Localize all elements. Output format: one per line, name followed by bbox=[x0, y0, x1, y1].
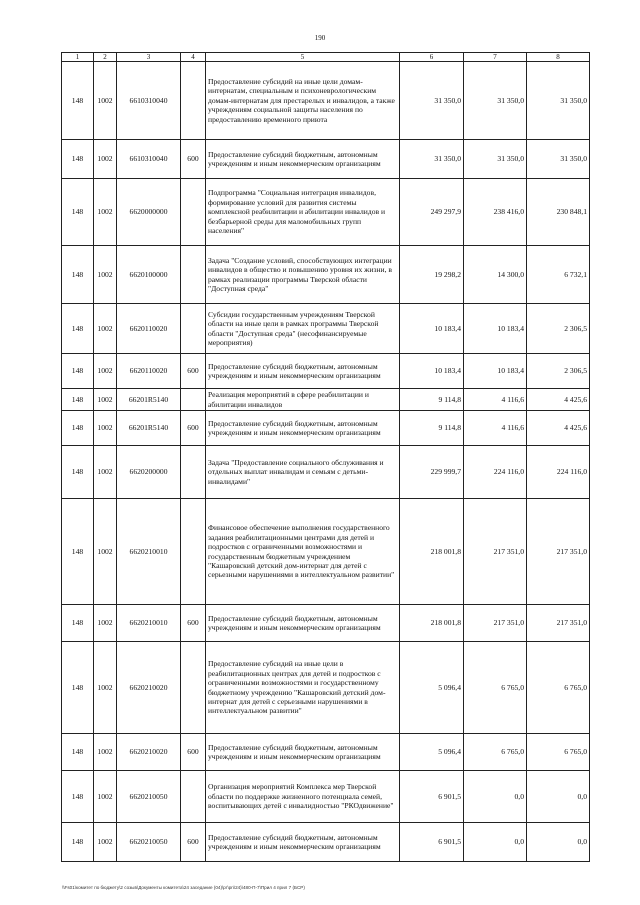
cell-value-2: 31 350,0 bbox=[464, 140, 527, 179]
cell-expense-type bbox=[181, 304, 206, 354]
cell-name: Предоставление субсидий бюджетным, автономным учреждениям и иным некоммерческим организациям bbox=[206, 411, 400, 446]
cell-value-1: 229 999,7 bbox=[400, 446, 464, 499]
cell-value-3: 6 765,0 bbox=[527, 734, 590, 771]
cell-expense-type: 600 bbox=[181, 354, 206, 389]
cell-expense-type bbox=[181, 62, 206, 140]
cell-target-code: 6620200000 bbox=[117, 446, 181, 499]
cell-expense-type bbox=[181, 771, 206, 823]
cell-section-code: 1002 bbox=[94, 823, 117, 862]
cell-value-3: 4 425,6 bbox=[527, 411, 590, 446]
cell-target-code: 6620110020 bbox=[117, 354, 181, 389]
cell-admin-code: 148 bbox=[62, 140, 94, 179]
table-row bbox=[62, 246, 590, 304]
cell-target-code: 6620210010 bbox=[117, 499, 181, 605]
page-number: 190 bbox=[314, 34, 326, 42]
column-header: 1 bbox=[62, 53, 94, 62]
column-header: 7 bbox=[464, 53, 527, 62]
cell-target-code: 6620000000 bbox=[117, 179, 181, 246]
cell-target-code: 6620210050 bbox=[117, 823, 181, 862]
cell-admin-code: 148 bbox=[62, 179, 94, 246]
cell-target-code: 6610310040 bbox=[117, 140, 181, 179]
cell-section-code: 1002 bbox=[94, 642, 117, 734]
cell-expense-type bbox=[181, 246, 206, 304]
column-header: 8 bbox=[527, 53, 590, 62]
table-row bbox=[62, 140, 590, 179]
cell-value-1: 5 096,4 bbox=[400, 734, 464, 771]
cell-section-code: 1002 bbox=[94, 499, 117, 605]
cell-admin-code: 148 bbox=[62, 642, 94, 734]
cell-value-3: 4 425,6 bbox=[527, 389, 590, 411]
cell-value-2: 0,0 bbox=[464, 823, 527, 862]
cell-value-2: 217 351,0 bbox=[464, 499, 527, 605]
cell-value-1: 6 901,5 bbox=[400, 823, 464, 862]
cell-section-code: 1002 bbox=[94, 304, 117, 354]
table-row bbox=[62, 605, 590, 642]
cell-name: Предоставление субсидий на иные цели домам-интернатам, специальным и психоневрологическим домам-интернатам для престарелых и инвалидов, а также учреждениям социальной защиты населения по предоставлению временного приюта bbox=[206, 62, 400, 140]
cell-value-1: 9 114,8 bbox=[400, 411, 464, 446]
table-row bbox=[62, 304, 590, 354]
cell-value-1: 6 901,5 bbox=[400, 771, 464, 823]
cell-expense-type: 600 bbox=[181, 411, 206, 446]
cell-section-code: 1002 bbox=[94, 179, 117, 246]
cell-value-2: 0,0 bbox=[464, 771, 527, 823]
cell-name: Подпрограмма "Социальная интеграция инвалидов, формирование условий для развития системы комплексной реабилитации и абилитации инвалидов и безбарьерной среды для маломобильных групп населения" bbox=[206, 179, 400, 246]
cell-target-code: 6620210020 bbox=[117, 642, 181, 734]
cell-target-code: 6610310040 bbox=[117, 62, 181, 140]
cell-value-1: 10 183,4 bbox=[400, 304, 464, 354]
cell-value-2: 10 183,4 bbox=[464, 304, 527, 354]
column-header: 6 bbox=[400, 53, 464, 62]
footer-file-path: \\Fs01\комитет по бюджету\2 созыв\Документы комитета\24 заседание (04)\рг\рп\24)\480-П-7\Прил 4 прил 7 (БСР) bbox=[62, 885, 305, 890]
cell-value-2: 217 351,0 bbox=[464, 605, 527, 642]
cell-admin-code: 148 bbox=[62, 734, 94, 771]
cell-expense-type: 600 bbox=[181, 140, 206, 179]
cell-admin-code: 148 bbox=[62, 446, 94, 499]
cell-expense-type: 600 bbox=[181, 605, 206, 642]
cell-section-code: 1002 bbox=[94, 354, 117, 389]
cell-value-2: 14 300,0 bbox=[464, 246, 527, 304]
column-header: 2 bbox=[94, 53, 117, 62]
column-header: 3 bbox=[117, 53, 181, 62]
header-row bbox=[62, 53, 590, 62]
budget-table bbox=[61, 52, 590, 862]
cell-value-1: 218 001,8 bbox=[400, 605, 464, 642]
cell-expense-type: 600 bbox=[181, 734, 206, 771]
cell-value-3: 0,0 bbox=[527, 771, 590, 823]
table-row bbox=[62, 389, 590, 411]
cell-value-3: 217 351,0 bbox=[527, 499, 590, 605]
cell-value-3: 217 351,0 bbox=[527, 605, 590, 642]
cell-admin-code: 148 bbox=[62, 246, 94, 304]
cell-value-2: 6 765,0 bbox=[464, 734, 527, 771]
cell-section-code: 1002 bbox=[94, 62, 117, 140]
cell-name: Предоставление субсидий бюджетным, автономным учреждениям и иным некоммерческим организациям bbox=[206, 354, 400, 389]
cell-value-3: 6 765,0 bbox=[527, 642, 590, 734]
cell-target-code: 66201R5140 bbox=[117, 411, 181, 446]
cell-expense-type bbox=[181, 179, 206, 246]
cell-name: Предоставление субсидий бюджетным, автономным учреждениям и иным некоммерческим организациям bbox=[206, 605, 400, 642]
table-row bbox=[62, 446, 590, 499]
cell-value-3: 2 306,5 bbox=[527, 304, 590, 354]
cell-target-code: 6620210020 bbox=[117, 734, 181, 771]
cell-name: Задача "Создание условий, способствующих интеграции инвалидов в общество и повышению уровня их жизни, в рамках реализации программы Тверской области "Доступная среда" bbox=[206, 246, 400, 304]
cell-expense-type bbox=[181, 389, 206, 411]
cell-section-code: 1002 bbox=[94, 389, 117, 411]
cell-name: Финансовое обеспечение выполнения государственного задания реабилитационными центрами для детей и подростков с ограниченными возможностями и государственным бюджетным учреждением "Кашаровский детский дом-интернат для детей с серьезными нарушениями в интеллектуальном развитии" bbox=[206, 499, 400, 605]
cell-value-1: 9 114,8 bbox=[400, 389, 464, 411]
cell-name: Задача "Предоставление социального обслуживания и отдельных выплат инвалидам и семьям с детьми-инвалидами" bbox=[206, 446, 400, 499]
cell-value-1: 31 350,0 bbox=[400, 62, 464, 140]
cell-value-2: 10 183,4 bbox=[464, 354, 527, 389]
cell-name: Субсидии государственным учреждениям Тверской области на иные цели в рамках программы Тверской области "Доступная среда" (несофинансируемые мероприятия) bbox=[206, 304, 400, 354]
cell-section-code: 1002 bbox=[94, 734, 117, 771]
cell-value-3: 0,0 bbox=[527, 823, 590, 862]
cell-value-1: 19 298,2 bbox=[400, 246, 464, 304]
cell-admin-code: 148 bbox=[62, 62, 94, 140]
cell-value-2: 238 416,0 bbox=[464, 179, 527, 246]
cell-target-code: 66201R5140 bbox=[117, 389, 181, 411]
cell-value-2: 6 765,0 bbox=[464, 642, 527, 734]
cell-value-3: 31 350,0 bbox=[527, 140, 590, 179]
table-row bbox=[62, 62, 590, 140]
table-row bbox=[62, 499, 590, 605]
cell-admin-code: 148 bbox=[62, 304, 94, 354]
cell-value-3: 230 848,1 bbox=[527, 179, 590, 246]
cell-value-3: 224 116,0 bbox=[527, 446, 590, 499]
cell-section-code: 1002 bbox=[94, 771, 117, 823]
table-row bbox=[62, 179, 590, 246]
cell-admin-code: 148 bbox=[62, 605, 94, 642]
cell-admin-code: 148 bbox=[62, 823, 94, 862]
cell-value-2: 224 116,0 bbox=[464, 446, 527, 499]
cell-name: Реализация мероприятий в сфере реабилитации и абилитации инвалидов bbox=[206, 389, 400, 411]
cell-value-2: 4 116,6 bbox=[464, 389, 527, 411]
cell-name: Предоставление субсидий бюджетным, автономным учреждениям и иным некоммерческим организациям bbox=[206, 734, 400, 771]
table-row bbox=[62, 771, 590, 823]
cell-target-code: 6620210050 bbox=[117, 771, 181, 823]
cell-value-1: 31 350,0 bbox=[400, 140, 464, 179]
cell-section-code: 1002 bbox=[94, 605, 117, 642]
cell-name: Предоставление субсидий на иные цели в реабилитационных центрах для детей и подростков с ограниченными возможностями и государственному бюджетному учреждению "Кашаровский детский дом-интернат для детей с серьезными нарушениями в интеллектуальном развитии" bbox=[206, 642, 400, 734]
column-header: 5 bbox=[206, 53, 400, 62]
cell-value-3: 6 732,1 bbox=[527, 246, 590, 304]
cell-expense-type: 600 bbox=[181, 823, 206, 862]
cell-admin-code: 148 bbox=[62, 771, 94, 823]
cell-value-2: 4 116,6 bbox=[464, 411, 527, 446]
cell-name: Организация мероприятий Комплекса мер Тверской области по поддержке жизненного потенциала семей, воспитывающих детей с инвалидностью "РКОдвижение" bbox=[206, 771, 400, 823]
cell-expense-type bbox=[181, 446, 206, 499]
table-row bbox=[62, 642, 590, 734]
table-row bbox=[62, 354, 590, 389]
cell-value-3: 2 306,5 bbox=[527, 354, 590, 389]
cell-section-code: 1002 bbox=[94, 140, 117, 179]
cell-admin-code: 148 bbox=[62, 499, 94, 605]
cell-value-1: 218 001,8 bbox=[400, 499, 464, 605]
cell-value-1: 249 297,9 bbox=[400, 179, 464, 246]
cell-value-1: 5 096,4 bbox=[400, 642, 464, 734]
table-row bbox=[62, 734, 590, 771]
cell-section-code: 1002 bbox=[94, 246, 117, 304]
cell-target-code: 6620110020 bbox=[117, 304, 181, 354]
cell-admin-code: 148 bbox=[62, 354, 94, 389]
column-header: 4 bbox=[181, 53, 206, 62]
table-row bbox=[62, 823, 590, 862]
table-row bbox=[62, 411, 590, 446]
cell-target-code: 6620100000 bbox=[117, 246, 181, 304]
cell-section-code: 1002 bbox=[94, 446, 117, 499]
cell-name: Предоставление субсидий бюджетным, автономным учреждениям и иным некоммерческим организациям bbox=[206, 140, 400, 179]
cell-value-2: 31 350,0 bbox=[464, 62, 527, 140]
cell-name: Предоставление субсидий бюджетным, автономным учреждениям и иным некоммерческим организациям bbox=[206, 823, 400, 862]
cell-expense-type bbox=[181, 499, 206, 605]
cell-admin-code: 148 bbox=[62, 389, 94, 411]
cell-admin-code: 148 bbox=[62, 411, 94, 446]
cell-value-1: 10 183,4 bbox=[400, 354, 464, 389]
cell-expense-type bbox=[181, 642, 206, 734]
cell-value-3: 31 350,0 bbox=[527, 62, 590, 140]
cell-section-code: 1002 bbox=[94, 411, 117, 446]
cell-target-code: 6620210010 bbox=[117, 605, 181, 642]
